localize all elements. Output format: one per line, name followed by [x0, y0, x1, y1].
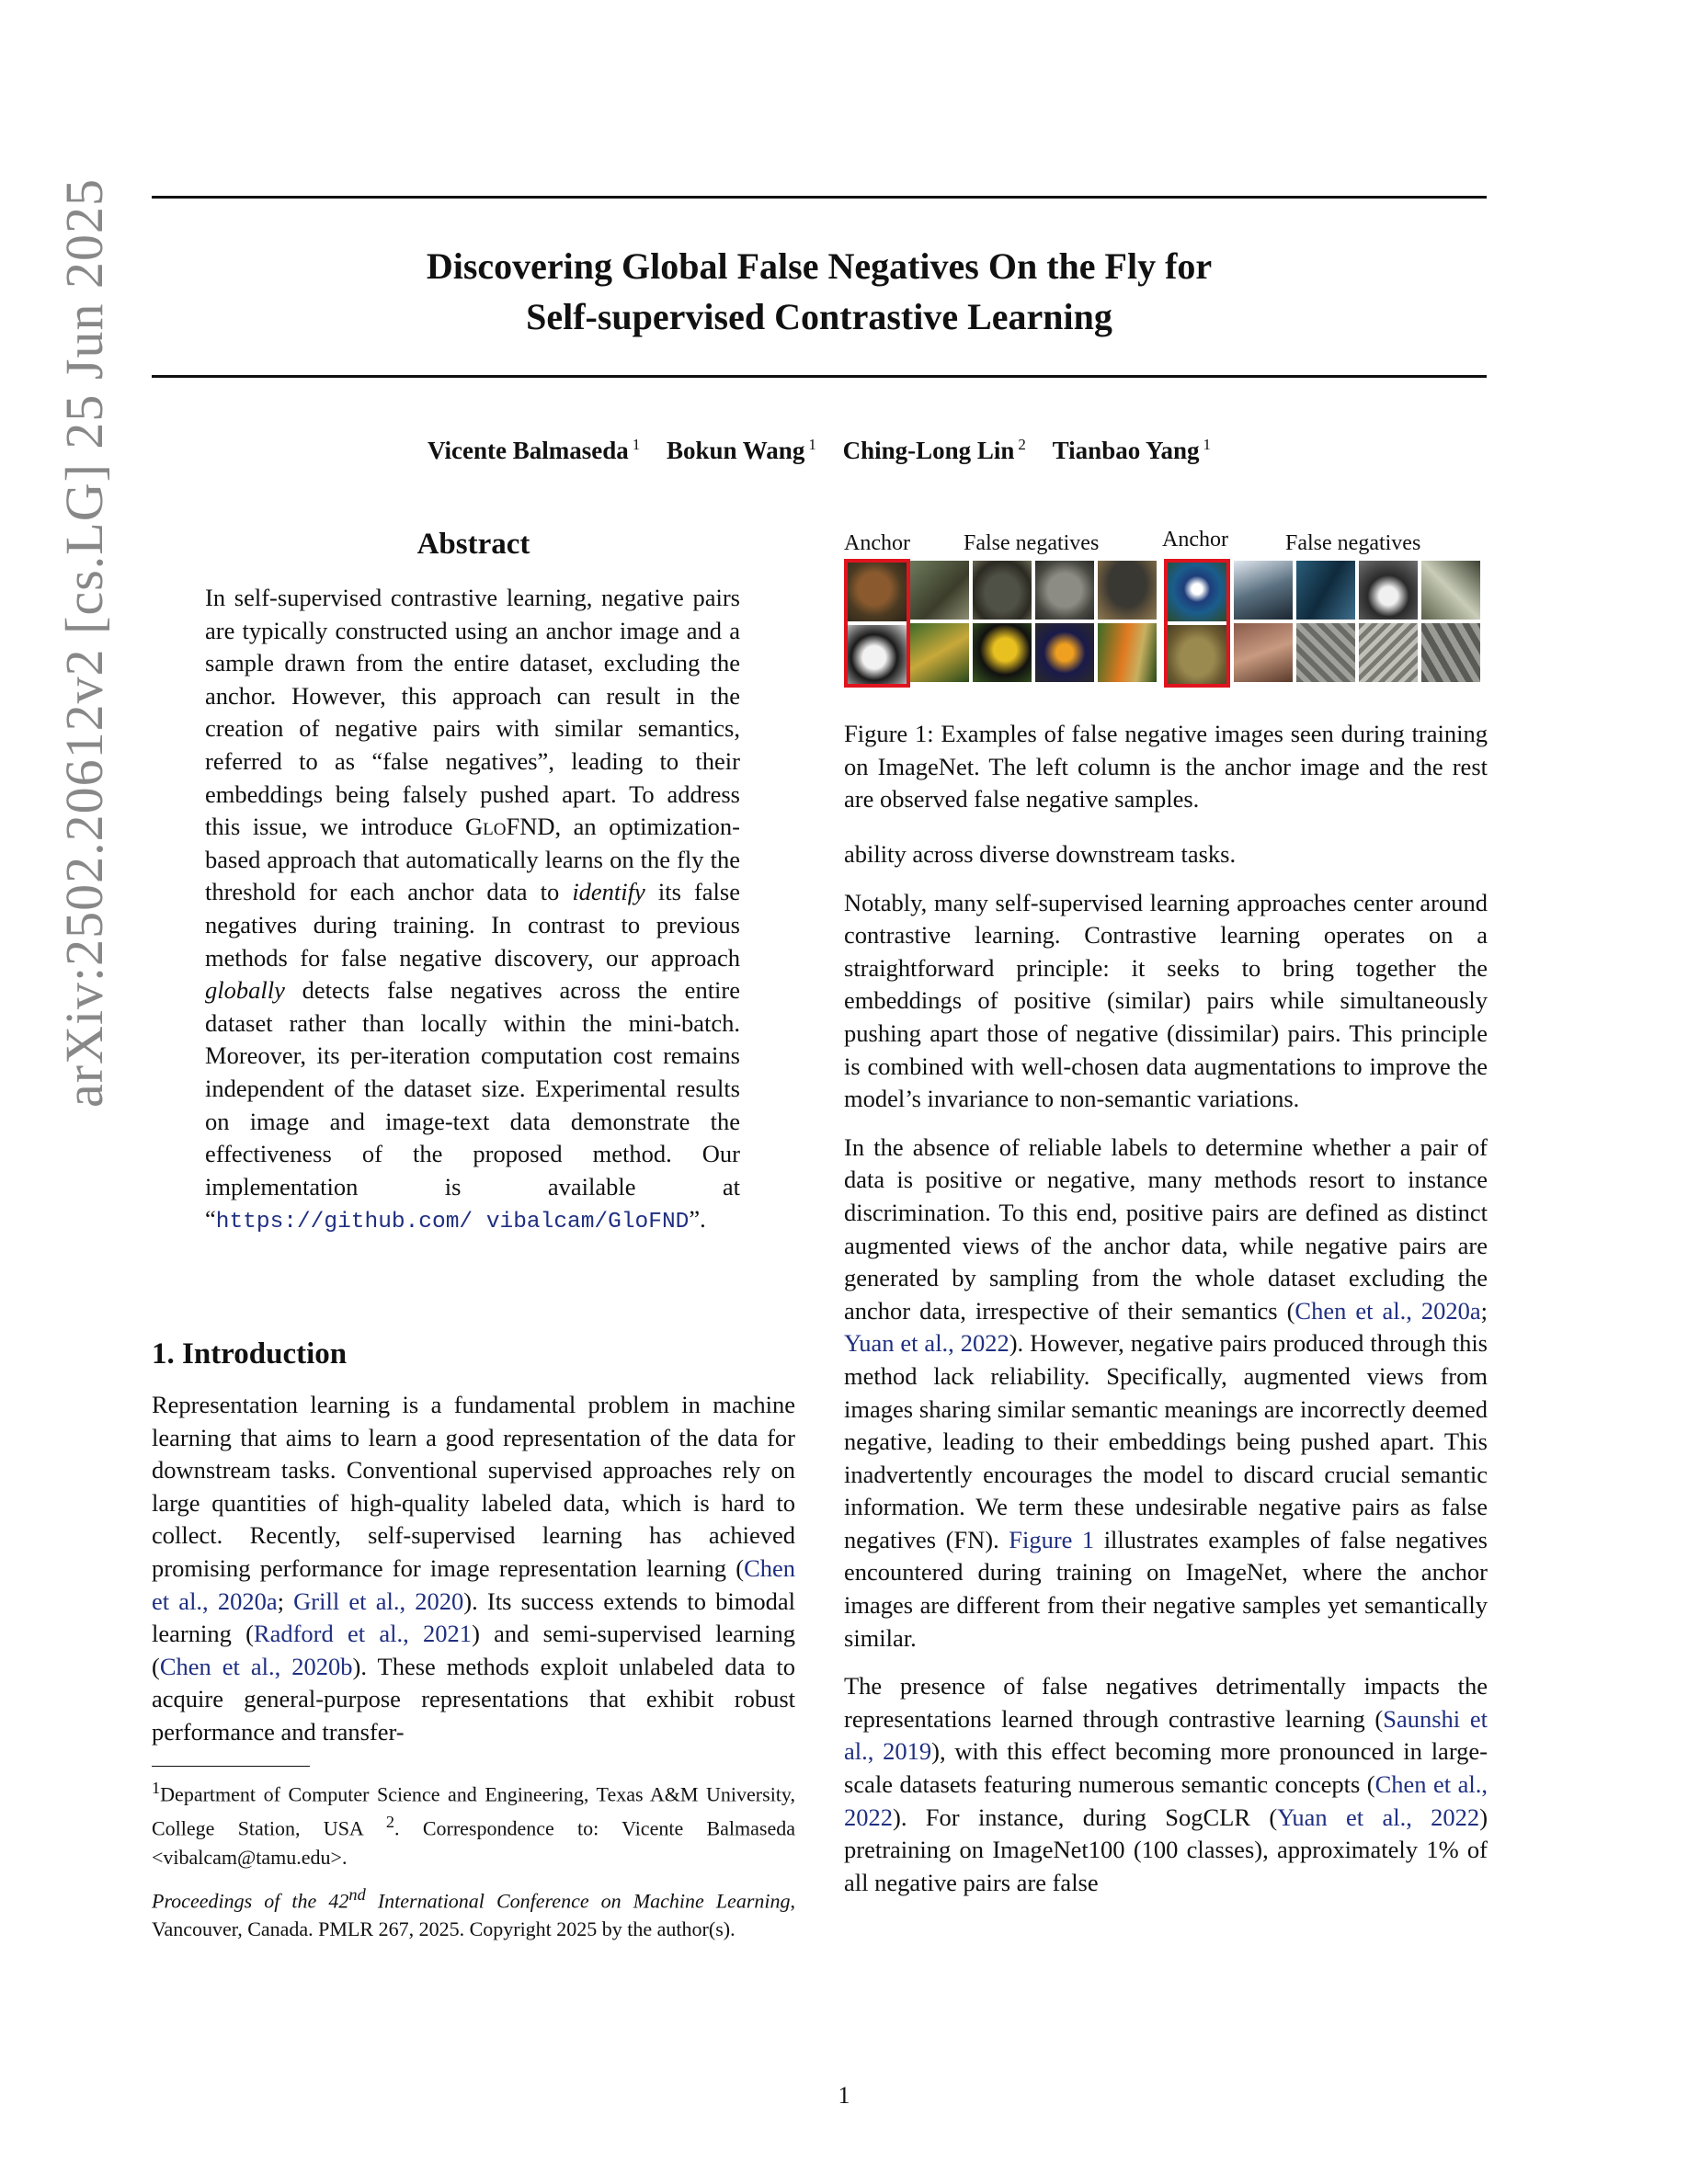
footnote: $^1$Department of Computer Science and Engineering, Texas A&M University, College Station, USA $^2$. Correspondence to: Vicente Balmaseda <vibalcam@tamu.edu>.	[152, 1779, 795, 1869]
false-negative-image	[1035, 561, 1094, 620]
title-bottom-rule	[152, 375, 1487, 378]
author: Bokun Wang $^1$	[666, 436, 816, 464]
false-negative-image	[1296, 623, 1355, 682]
top-rule	[152, 196, 1487, 199]
figure-label-false-negatives: False negatives	[964, 531, 1100, 555]
abstract-heading: Abstract	[416, 528, 530, 561]
false-negative-image	[1421, 623, 1480, 682]
false-negative-image	[1035, 623, 1094, 682]
figure-reference-link[interactable]: Figure 1	[1009, 1525, 1095, 1553]
proceedings-note: Proceedings of the 42nd International Conference on Machine Learning, Vancouver, Canada. PMLR 267, 2025. Copyright 2025 by the author(s).	[152, 1885, 795, 1941]
citation-link[interactable]: Grill et al., 2020	[293, 1587, 464, 1615]
author: Tianbao Yang $^1$	[1052, 436, 1211, 464]
figure-label-anchor: Anchor	[844, 531, 910, 555]
paper-title	[152, 241, 1487, 342]
false-negative-image	[1359, 623, 1418, 682]
anchor-highlight-box	[844, 559, 910, 688]
method-name: GloFND	[465, 813, 555, 841]
citation-link[interactable]: Yuan et al., 2022	[1277, 1803, 1480, 1831]
citation-link[interactable]: Yuan et al., 2022	[844, 1329, 1009, 1358]
false-negative-image	[1359, 561, 1418, 620]
author: Vicente Balmaseda $^1$	[428, 436, 641, 464]
author-list	[152, 436, 1487, 465]
author: Ching-Long Lin $^2$	[842, 436, 1026, 464]
figure-label-anchor: Anchor	[1162, 528, 1228, 552]
abstract-body: In self-supervised contrastive learning, negative pairs are typically constructed using an anchor image and a sample drawn from the entire dataset, excluding the anchor. However, this approach can result in the creation of negative pairs with similar semantics, referred to as “false negatives”, leading to their embeddings being falsely pushed apart. To address this issue, we introduce GloFND, an optimization-based approach that automatically learns on the fly the threshold for each anchor data to identify its false negatives during training. In contrast to previous methods for false negative discovery, our approach globally detects false negatives across the entire dataset rather than locally within the mini-batch. Moreover, its per-iteration computation cost remains independent of the dataset size. Experimental results on image and image-text data demonstrate the effectiveness of the proposed method. Our implementation is available at “https://github.com/ vibalcam/GloFND”.	[205, 584, 740, 1235]
code-link[interactable]: https://github.com/ vibalcam/GloFND	[215, 1210, 690, 1235]
citation-link[interactable]: Chen et al., 2020b	[159, 1652, 353, 1680]
citation-link[interactable]: Chen et al., 2020a	[1295, 1296, 1481, 1325]
figure-label-false-negatives: False negatives	[1285, 531, 1421, 555]
false-negative-image	[1098, 561, 1157, 620]
citation-link[interactable]: Chen et al., 2020a	[152, 1553, 795, 1615]
false-negative-image	[973, 623, 1032, 682]
citation-link[interactable]: Chen et al., 2022	[844, 1770, 1488, 1831]
false-negative-image	[1098, 623, 1157, 682]
figure-1-caption: Figure 1: Examples of false negative images seen during training on ImageNet. The left column is the anchor image and the rest are observed false negative samples.	[844, 720, 1488, 813]
citation-link[interactable]: Saunshi et al., 2019	[844, 1704, 1488, 1766]
false-negative-image	[1234, 561, 1293, 620]
false-negative-image	[910, 623, 969, 682]
introduction-body: Representation learning is a fundamental problem in machine learning that aims to learn a good representation of the data for downstream tasks. Conventional supervised approaches rely on large quantities of high-quality labeled data, which is hard to collect. Recently, self-supervised learning has achieved promising performance for image representation learning (Chen et al., 2020a; Grill et al., 2020). Its success extends to bimodal learning (Radford et al., 2021) and semi-supervised learning (Chen et al., 2020b). These methods exploit unlabeled data to acquire general-purpose representations that exhibit robust performance and transfer-	[152, 1391, 796, 1746]
title-line-1: Discovering Global False Negatives On the Fly for	[426, 245, 1213, 287]
false-negative-image	[1296, 561, 1355, 620]
anchor-highlight-box	[1164, 559, 1230, 688]
figure-1-image-grid	[844, 559, 1488, 688]
false-negative-image	[910, 561, 969, 620]
citation-link[interactable]: Radford et al., 2021	[253, 1620, 473, 1648]
arxiv-sidebar-stamp: arXiv:2502.20612v2 [cs.LG] 25 Jun 2025	[54, 177, 114, 1108]
page-number: 1	[838, 2082, 850, 2109]
false-negative-image	[1234, 623, 1293, 682]
false-negative-image	[1421, 561, 1480, 620]
introduction-heading: 1. Introduction	[152, 1337, 348, 1371]
title-line-2: Self-supervised Contrastive Learning	[526, 296, 1112, 337]
false-negative-image	[973, 561, 1032, 620]
footnote-rule	[152, 1766, 310, 1767]
right-column-body: ability across diverse downstream tasks. Notably, many self-supervised learning approaches center around contrastive learning. Contrastive learning operates on a straightforward principle: it seeks to bring together the embeddings of positive (similar) pairs while simultaneously pushing apart those of negative (dissimilar) pairs. This principle is combined with well-chosen data augmentations to improve the model’s invariance to non-semantic variations. In the absence of reliable labels to determine whether a pair of data is positive or negative, many methods resort to instance discrimination. To this end, positive pairs are defined as distinct augmented views of the anchor data, while negative pairs are generated by sampling from the whole dataset excluding the anchor data, irrespective of their semantics (Chen et al., 2020a; Yuan et al., 2022). However, negative pairs produced through this method lack reliability. Specifically, augmented views from images sharing similar semantic meanings are incorrectly deemed negative, leading to their embeddings being pushed apart. This inadvertently encourages the model to discard crucial semantic information. We term these undesirable negative pairs as false negatives (FN). Figure 1 illustrates examples of false negatives encountered during training on ImageNet, where the anchor images are different from their negative samples yet semantically similar. The presence of false negatives detrimentally impacts the representations learned through contrastive learning (Saunshi et al., 2019), with this effect becoming more pronounced in large-scale datasets featuring numerous semantic concepts (Chen et al., 2022). For instance, during SogCLR (Yuan et al., 2022) pretraining on ImageNet100 (100 classes), approximately 1% of all negative pairs are false	[844, 840, 1488, 1896]
